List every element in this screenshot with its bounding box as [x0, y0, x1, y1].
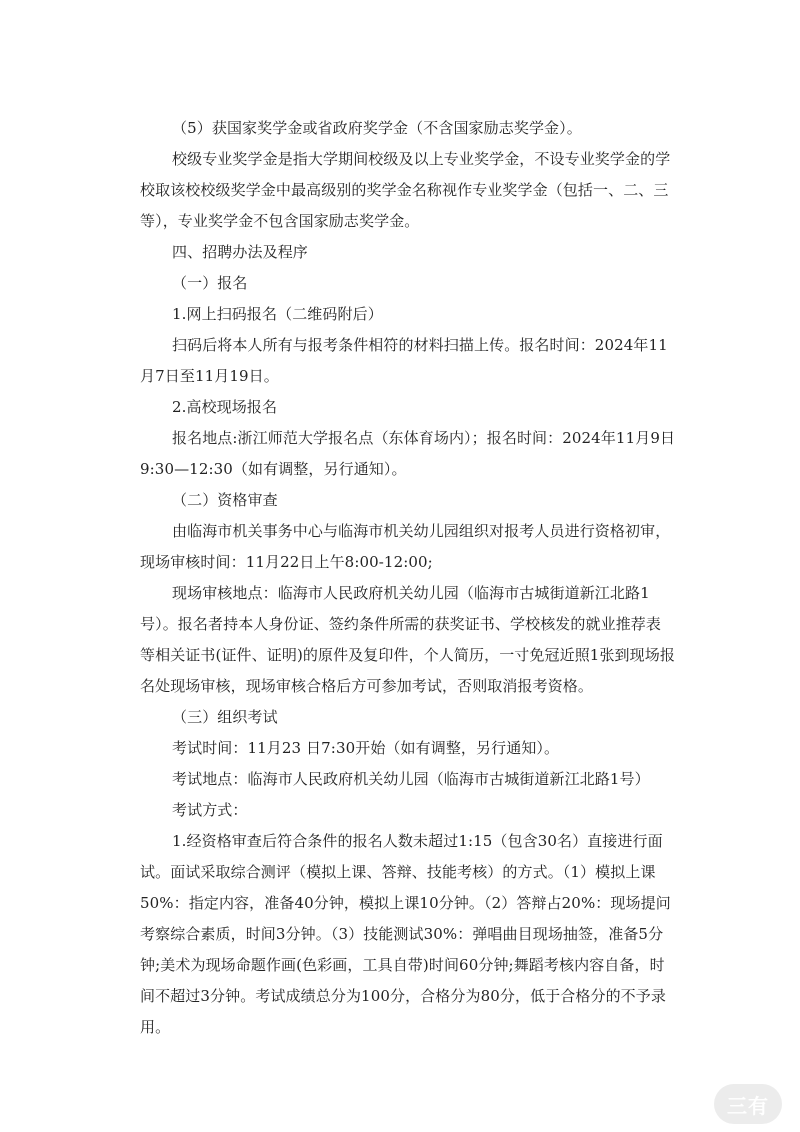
paragraph-exam-time: 考试时间：11月23 日7:30开始（如有调整，另行通知）。 [172, 739, 560, 757]
paragraph-review-time: 由临海市机关事务中心与临海市机关幼儿园组织对报考人员进行资格初审，现场审核时间：11月22日上午8:00-12:00; [140, 522, 671, 571]
paragraph-review-location: 现场审核地点：临海市人民政府机关幼儿园（临海市古城街道新江北路1号）。报名者持本人身份证、签约条件所需的获奖证书、学校核发的就业推荐表等相关证书(证件、证明)的原件及复印件，个人简历，一寸免冠近照1张到现场报名处现场审核，现场审核合格后方可参加考试，否则取消报考资格。 [140, 584, 675, 695]
paragraph-exam-location: 考试地点：临海市人民政府机关幼儿园（临海市古城街道新江北路1号） [172, 770, 650, 788]
paragraph-award-item-5: （5）获国家奖学金或省政府奖学金（不含国家励志奖学金）。 [172, 119, 582, 137]
paragraph-exam-method-details: 1.经资格审查后符合条件的报名人数未超过1:15（包含30名）直接进行面试。面试采取综合测评（模拟上课、答辩、技能考核）的方式。（1）模拟上课50%：指定内容，准备40分钟，模拟上课10分钟。（2）答辩占20%：现场提问考察综合素质，时间3分钟。（3）技能测试30%：弹唱曲目现场抽签，准备5分钟;美术为现场命题作画(色彩画，工具自带)时间60分钟;舞蹈考核内容自备，时间不超过3分钟。考试成绩总分为100分，合格分为80分，低于合格分的不予录用。 [140, 832, 671, 1036]
paragraph-online-registration-time: 扫码后将本人所有与报考条件相符的材料扫描上传。报名时间：2024年11月7日至11月19日。 [140, 336, 668, 385]
item-online-registration: 1.网上扫码报名（二维码附后） [172, 305, 383, 323]
item-campus-registration: 2.高校现场报名 [172, 398, 278, 416]
subheading-qualification-review: （二）资格审查 [172, 491, 278, 509]
subheading-registration: （一）报名 [172, 274, 248, 292]
paragraph-scholarship-definition: 校级专业奖学金是指大学期间校级及以上专业奖学金，不设专业奖学金的学校取该校校级奖学金中最高级别的奖学金名称视作专业奖学金（包括一、二、三等），专业奖学金不包含国家励志奖学金。 [140, 150, 671, 230]
paragraph-exam-method-label: 考试方式： [172, 801, 248, 819]
subheading-organize-exam: （三）组织考试 [172, 708, 278, 726]
watermark-logo: 三有 [714, 1084, 782, 1124]
paragraph-campus-registration-details: 报名地点:浙江师范大学报名点（东体育场内）；报名时间：2024年11月9日9:30—12:30（如有调整，另行通知）。 [140, 429, 676, 478]
section-heading-recruitment-procedure: 四、招聘办法及程序 [172, 243, 308, 261]
